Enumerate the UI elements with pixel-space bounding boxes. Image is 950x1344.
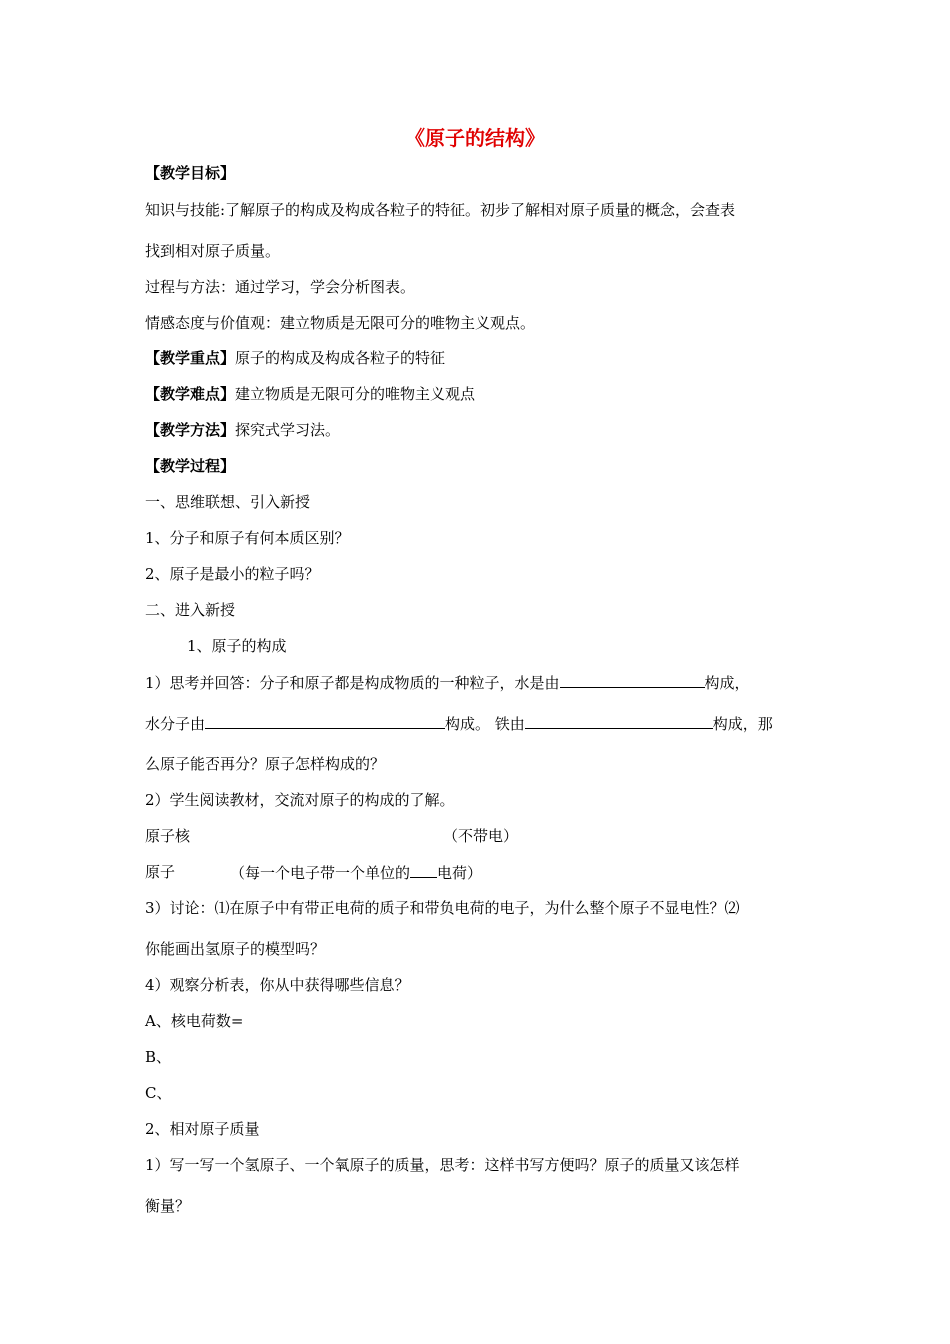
section-one: 一、思维联想、引入新授: [145, 493, 311, 511]
item-c: C、: [145, 1084, 172, 1102]
question-one: 1、分子和原子有何本质区别？: [145, 529, 350, 547]
subsection-atom-structure: 1、原子的构成: [187, 637, 287, 655]
nucleus-label: 原子核: [145, 827, 191, 845]
page-title: 《原子的结构》: [405, 126, 545, 150]
goal-emotion: 情感态度与价值观：建立物质是无限可分的唯物主义观点。: [145, 314, 536, 332]
think-text-e: 构成，那: [712, 715, 773, 733]
key-point: [145, 347, 810, 369]
goal-knowledge-line2: 找到相对原子质量。: [145, 242, 281, 260]
subsection-relative-mass: 2、相对原子质量: [145, 1120, 260, 1138]
section-two: 二、进入新授: [145, 601, 236, 619]
method-label: 【教学方法】: [145, 421, 236, 439]
fill-blank-iron[interactable]: [525, 712, 713, 729]
atom-label: 原子: [145, 863, 176, 881]
atom-row: [145, 861, 810, 883]
key-point-text: 原子的构成及构成各粒子的特征: [235, 349, 446, 367]
key-point-label: 【教学重点】: [145, 349, 236, 367]
think-text-d: 构成。 铁由: [445, 715, 525, 733]
fill-blank-water-molecule[interactable]: [205, 712, 445, 729]
nucleus-row: [145, 825, 810, 847]
think-text-c: 水分子由: [145, 715, 206, 733]
difficulty-label: 【教学难点】: [145, 385, 236, 403]
discuss-line1: 3）讨论：⑴在原子中有带正电荷的质子和带负电荷的电子，为什么整个原子不显电性？⑵: [145, 899, 740, 917]
write-line2: 衡量？: [145, 1197, 191, 1215]
read-instruction: 2）学生阅读教材，交流对原子的构成的了解。: [145, 791, 455, 809]
item-a: A、核电荷数=: [145, 1012, 244, 1030]
electron-note: [230, 861, 482, 884]
process-heading: 【教学过程】: [145, 457, 236, 475]
goal-process: 过程与方法：通过学习，学会分析图表。: [145, 278, 416, 296]
electron-note-b: 电荷）: [437, 864, 483, 882]
question-two: 2、原子是最小的粒子吗？: [145, 565, 320, 583]
method-text: 探究式学习法。: [235, 421, 341, 439]
think-text-b: 构成，: [704, 674, 750, 692]
think-line1: [145, 671, 810, 694]
goals-heading: 【教学目标】: [145, 164, 236, 182]
fill-blank-charge[interactable]: [410, 861, 437, 878]
nucleus-note: （不带电）: [443, 827, 519, 845]
think-line2: [145, 712, 810, 735]
think-line3: 么原子能否再分？原子怎样构成的？: [145, 755, 386, 773]
difficulty: [145, 383, 810, 405]
write-line1: 1）写一写一个氢原子、一个氧原子的质量，思考：这样书写方便吗？原子的质量又该怎样: [145, 1156, 740, 1174]
fill-blank-water[interactable]: [560, 671, 705, 688]
method: [145, 419, 810, 441]
item-b: B、: [145, 1048, 172, 1066]
difficulty-text: 建立物质是无限可分的唯物主义观点: [235, 385, 476, 403]
goal-knowledge-line1: 知识与技能:了解原子的构成及构成各粒子的特征。初步了解相对原子质量的概念，会查表: [145, 201, 736, 219]
observe-instruction: 4）观察分析表，你从中获得哪些信息？: [145, 976, 410, 994]
think-text-a: 1）思考并回答：分子和原子都是构成物质的一种粒子，水是由: [145, 674, 560, 692]
electron-note-a: （每一个电子带一个单位的: [230, 864, 411, 882]
discuss-line2: 你能画出氢原子的模型吗？: [145, 940, 326, 958]
